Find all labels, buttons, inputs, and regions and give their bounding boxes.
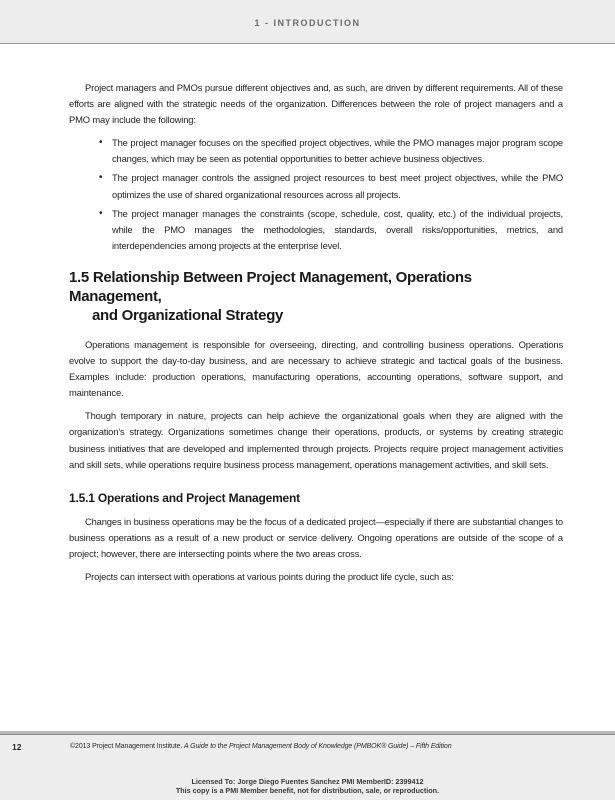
license-line: Licensed To: Jorge Diego Fuentes Sanchez PMI MemberID: 2399412: [191, 777, 424, 786]
list-item: • The project manager controls the assigned project resources to best meet project objectives, while the PMO optimizes the use of shared organizational resources across all projects.: [112, 170, 563, 202]
copyright-notice: [70, 743, 452, 750]
section-heading-1-5: [69, 268, 563, 325]
copyright-prefix: ©2013 Project Management Institute.: [70, 743, 185, 750]
intro-paragraph: Project managers and PMOs pursue different objectives and, as such, are driven by different requirements. All of these efforts are aligned with the strategic needs of the organization. Differences between the role of project managers and a PMO may include the following:: [69, 82, 563, 126]
list-item: • The project manager manages the constraints (scope, schedule, cost, quality, etc.) of the individual projects, while the PMO manages the methodologies, standards, overall risks/opportunities, metrics, and interdependencies among projects at the enterprise level.: [112, 206, 563, 254]
section-heading-line2: and Organizational Strategy: [92, 306, 284, 324]
header-divider: [0, 43, 615, 44]
license-notice: [0, 778, 615, 795]
comparison-list: [69, 135, 563, 254]
section-heading-1-5-1: 1.5.1 Operations and Project Management: [69, 490, 300, 505]
body-paragraph: Though temporary in nature, projects can help achieve the organizational goals when they are aligned with the organization’s strategy. Organizations sometimes change their operations, products, or systems by creating strategic business initiatives that are developed and implemented through projects. Projects require project management activities and skill sets, while operations require business process management, operations management activities, and skill sets.: [69, 410, 563, 470]
chapter-title: 1 - INTRODUCTION: [254, 18, 361, 28]
body-paragraph: Operations management is responsible for overseeing, directing, and controlling business operations. Operations evolve to support the day-to-day business, and are necessary to achieve strategic and tactical goals of the business. Examples include: production operations, manufacturing operations, accounting operations, software support, and maintenance.: [69, 338, 563, 399]
license-line: This copy is a PMI Member benefit, not for distribution, sale, or reproduction.: [175, 785, 440, 795]
book-title: A Guide to the Project Management Body of Knowledge (PMBOK® Guide) – Fifth Edition: [184, 743, 452, 750]
footer-divider-line: [0, 734, 615, 735]
section-heading-line1: 1.5 Relationship Between Project Management, Operations Management,: [69, 268, 472, 305]
body-paragraph: Projects can intersect with operations at various points during the product life cycle, such as:: [85, 570, 454, 582]
body-paragraph: Changes in business operations may be the focus of a dedicated project—especially if there are substantial changes to business operations as a result of a new product or service delivery. Ongoing operations are outside of the scope of a project; however, there are intersecting points where the two areas cross.: [69, 515, 563, 559]
list-item: • The project manager focuses on the specified project objectives, while the PMO manages major program scope changes, which may be seen as potential opportunities to better achieve business objectives.: [112, 135, 563, 167]
page-body: [69, 80, 563, 592]
page-number: 12: [12, 742, 22, 752]
